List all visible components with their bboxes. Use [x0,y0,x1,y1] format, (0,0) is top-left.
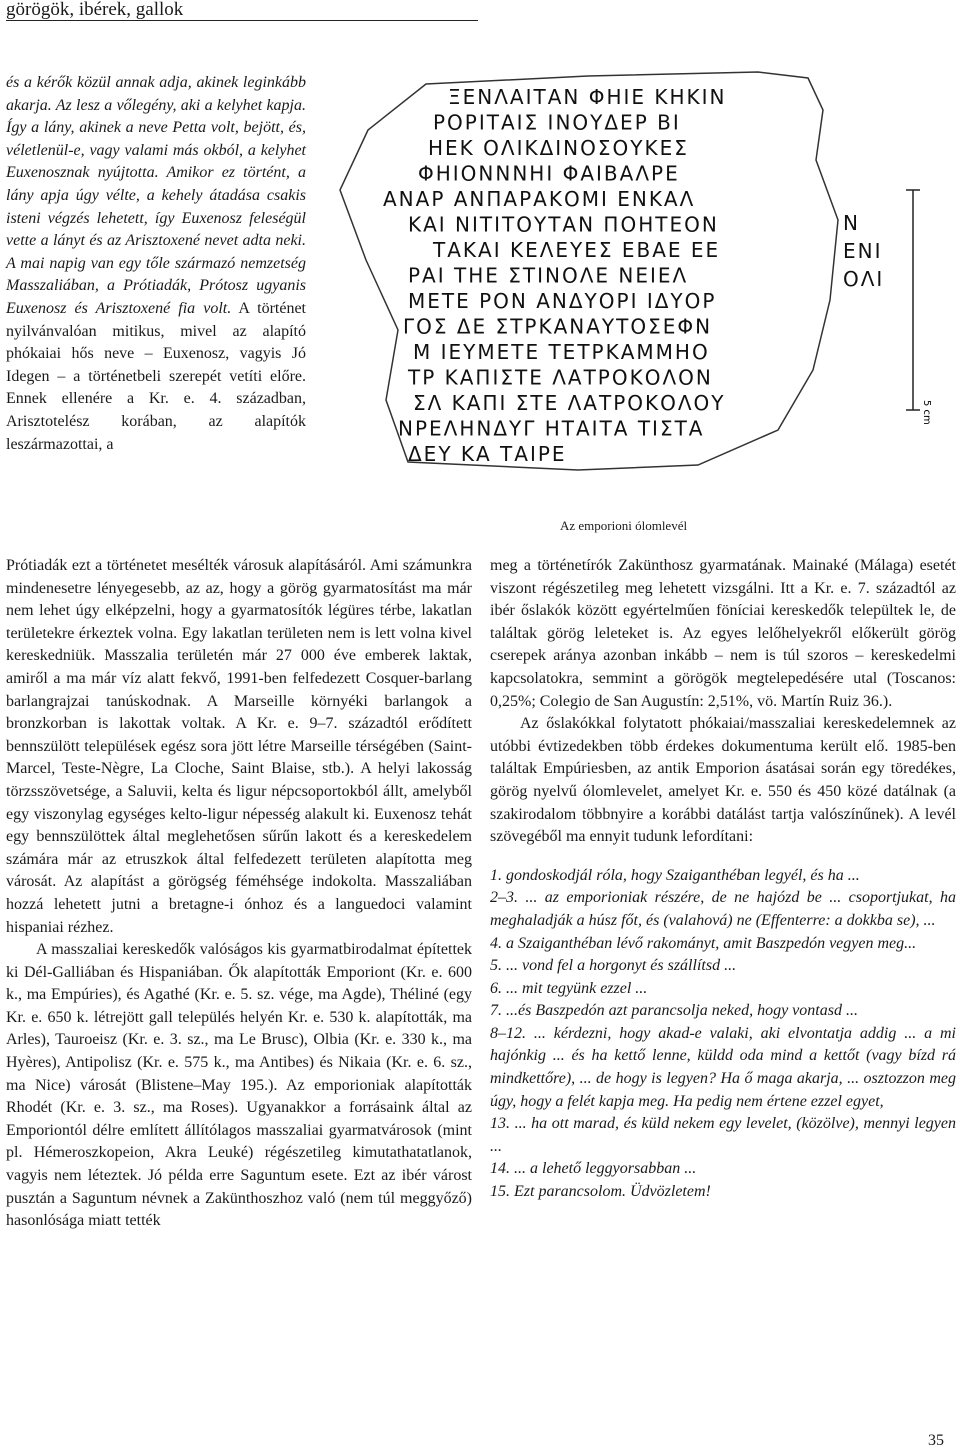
letter-line: 2–3. ... az emporioniak részére, de ne hajózd be ... csoportjukat, ha meghaladják a húsz főt, és (valahová) ne (Effenterre: a dokkba se), ... [490,889,956,929]
inscription-line: ΦΗΙΟΝΝΝΗΙ ΦΑΙΒΑΛΡΕ [418,161,680,186]
myth-commentary: A történet nyilvánvalóan mitikus, mivel az alapító phókaiai hős neve – Euxenosz, vagyis Jó Idegen – a történetbeli szerepét vetíti előre. Ennek ellenére a Kr. e. 4. században, Arisztotelész korában, az alapítók leszármazottai, a [6,299,307,453]
letter-line: 4. a Szaiganthéban lévő rakományt, amit Baszpedón vegyen meg... [490,934,917,952]
inscription-side-mark: Ν [843,211,860,235]
inscription-line: ΑΝΑΡ ΑΝΠΑΡΑΚΟΜΙ ΕΝΚΑΛ [383,187,696,211]
inscription-line: Μ ΙΕΥΜΕΤΕ ΤΕΤΡΚΑΜΜΗΟ [413,340,710,364]
inscription-line: ΤΡ ΚΑΠΙΣΤΕ ΛΑΤΡΟΚΟΛΟΝ [408,365,713,390]
header-rule [6,20,478,21]
inscription-line: ΤΑΚΑΙ ΚΕΛΕΥΕΣ ΕΒΑΕ ΕΕ [433,238,721,262]
left-column [6,555,472,1233]
letter-translation [490,865,956,1204]
letter-line: 13. ... ha ott marad, és küld nekem egy levelet, (közölve), mennyi legyen ... [490,1115,956,1155]
inscription-line: ΡΟΡΙΤΑΙΣ ΙΝΟΥΔΕΡ ΒΙ [433,110,681,135]
paragraph-mainake: meg a történetírók Zakünthosz gyarmatának. Mainaké (Málaga) esetét viszont régészetileg meg lehetett vizsgálni. Itt a Kr. e. 7. századtól az ibér őslakók között egyértelműen föníciai kereskedők települtek le, de találtak görög leleteket is. Az egyes lelőhelyekről előkerült görög cserepek aránya azonban inkább – nem is túl szoros – kereskedelmi kapcsolatokra, semmint a görögök megtelepedésére utal (Toscanos: 0,25%; Colegio de San Augustín: 2,51%, vö. Martín Ruiz 36.). [490,557,956,710]
letter-line: 1. gondoskodjál róla, hogy Szaiganthéban legyél, és ha ... [490,866,860,884]
letter-line: 15. Ezt parancsolom. Üdvözletem! [490,1183,711,1201]
inscription-line: ΔΕΥ ΚΑ ΤΑΙΡΕ [408,442,567,466]
running-header: görögök, ibérek, gallok [6,0,184,20]
inscription-line: ΓΟΣ ΔΕ ΣΤΡΚΑΝΑΥΤΟΣΕΦΝ [403,314,713,339]
letter-line: 7. ...és Baszpedón azt parancsolja neked, hogy vontasd ... [490,1002,858,1020]
inscription-line: ΡΑΙ ΤΗΕ ΣΤΙΝΟΛΕ ΝΕΙΕΛ [408,263,689,288]
paragraph-prótiadák: Prótiadák ezt a történetet mesélték városuk alapításáról. Ami számunkra mindenesetre lényegesebb, az az, hogy a görög gyarmatosítást ma már nem lehet úgy elképzelni, hogy a gyarmatosítók légüres térbe, lakatlan területekre érkeztek volna. Egy lakatlan területen nem is lett volna kivel kereskedniük. Masszalia területén már 27 000 éve emberek laktak, amiről a ma már víz alatt fekvő, 1991-ben felfedezett Cosquer-barlang barlangrajzai tanúskodnak. A Marseille környéki barlangok a bronzkorban is lakottak voltak. A Kr. e. 9–7. századtól erődített bennszülött települések egész sora jött létre Marseille térségében (Saint-Marcel, Teste-Nègre, La Cloche, Saint Blaise, stb.). A helyi lakosság törzsszövetsége, a Saluvii, kelta és ligur népcsoportokból állt, amelyből egy viszonylag egységes kelto-ligur népesség alakult ki. Euxenosz tehát egy bennszülöttek által meglehetősen sűrűn lakott és a kereskedelem számára már az etruszkok által felfedezett területen alapította meg városát. Az alapítást a görögség féméhsége indokolta. Masszaliában hozzá lehetett jutni a bretagne-i ónhoz és a languedoci valamint hispaniai rézhez. [6,557,472,936]
paragraph-colonies: A masszaliai kereskedők valóságos kis gyarmatbirodalmat építettek ki Dél-Galliában és Hispaniában. Ők alapították Emporiont (Kr. e. 600 k., ma Empúries), és Agathé (Kr. e. 5. sz. vége, ma Agde), Théliné (egy Kr. e. 650 k. létrejött gall település helyén Kr. e. 530 k. alapították, ma Arles), Tauroeisz (Kr. e. 3. sz., ma Le Brusc), Olbia (Kr. e. 330 k., ma Hyères), Antipolisz (Kr. e. 575 k., ma Antibes) és Nikaia (Kr. e. 6. sz., ma Nice) városát (Blistene–May 195.). Az emporioniak alapították Rhodét (Kr. e. 3. sz., ma Roses). Ugyanakkor a forrásaink által az Emporiontól délre említett állítólagos masszaliai gyarmatvárosok (mint pl. Hémeroszkopeion, Akra Leuké) régészetileg kimutathatatlanok, vagyis nem léteztek. Jó példa erre Saguntum esete. Ezt az ibér várost pusztán a Saguntum névnek a Zakünthoszhoz való (nem túl meggyőző) hasonlósága miatt tették [6,941,472,1230]
scale-label: 5 cm [921,400,932,425]
inscription-line: ΗΕΚ ΟΛΙΚΔΙΝΟΣΟΥΚΕΣ [428,136,689,160]
upper-left-text [6,72,306,456]
inscription-line: ΜΕΤΕ ΡΟΝ ΑΝΔΥΟΡΙ ΙΔΥΟΡ [408,289,717,313]
inscription-line: ΝΡΕΛΗΝΔΥΓ ΗΤΑΙΤΑ ΤΙΣΤΑ [398,416,705,441]
myth-quote: és a kérők közül annak adja, akinek leginkább akarja. Az lesz a vőlegény, aki a kelyhet kapja. Így a lány, akinek a neve Petta volt, bejött, és, véletlenül-e, vagy valami más okból, a kelyhet Euxenosznak nyújtotta. Amikor ez történt, a lány apja úgy vélte, a kehely átadása csakis isteni végzés lehetett, így Euxenosz feleségül vette a lányt és az Arisztoxené nevet adta neki. A mai napig van egy tőle származó nemzetség Masszaliában, a Prótiadák, Prótosz ugyanis Euxenosz és Arisztoxené fia volt. [6,74,306,317]
letter-line: 6. ... mit tegyünk ezzel ... [490,979,648,997]
letter-line: 8–12. ... kérdezni, hogy akad-e valaki, aki elvontatja addig ... a mi hajónkig ... és ha kettő lenne, küldd oda mind a kettőt (vagy bízd rá mindkettőre), ... de hogy is legyen? Ha ő maga akarja, ... osztozzon meg úgy, hogy a felét kapja meg. Ha pedig nem értene ezzel egyet, [490,1024,956,1110]
inscription-side-marks [843,211,884,291]
inscription-side-mark: ΕΝΙ [843,239,883,263]
lead-letter-figure [338,70,953,515]
paragraph-lead-letter: Az őslakókkal folytatott phókaiai/masszaliai kereskedelemnek az utóbbi évtizedekben több érdekes dokumentuma került elő. 1985-ben találtak Empúriesben, az antik Emporion ásatásai során egy töredékes, görög nyelvű ólomlevelet, amelyet Kr. e. 550 és 450 közé datálnak (a szakirodalom többnyire a korábbi datálást tartja valószínűnek). A levél szövegéből ma ennyit tudunk lefordítani: [490,715,956,846]
letter-line: 14. ... a lehető leggyorsabban ... [490,1160,697,1178]
inscription-lines [383,85,727,466]
inscription-line: ΣΛ ΚΑΠΙ ΣΤΕ ΛΑΤΡΟΚΟΛΟΥ [413,391,726,415]
inscription-side-mark: ΟΛΙ [843,267,885,291]
inscription-line: ΞΕΝΛΑΙΤΑΝ ΦΗΙΕ ΚΗΚΙΝ [448,85,727,109]
right-column [490,555,956,1204]
inscription-line: ΚΑΙ ΝΙΤΙΤΟΥΤΑΝ ΠΟΗΤΕΟΝ [408,212,719,237]
figure-caption: Az emporioni ólomlevél [560,518,688,533]
page-number: 35 [928,1432,944,1449]
letter-line: 5. ... vond fel a horgonyt és szállítsd ... [490,957,737,975]
